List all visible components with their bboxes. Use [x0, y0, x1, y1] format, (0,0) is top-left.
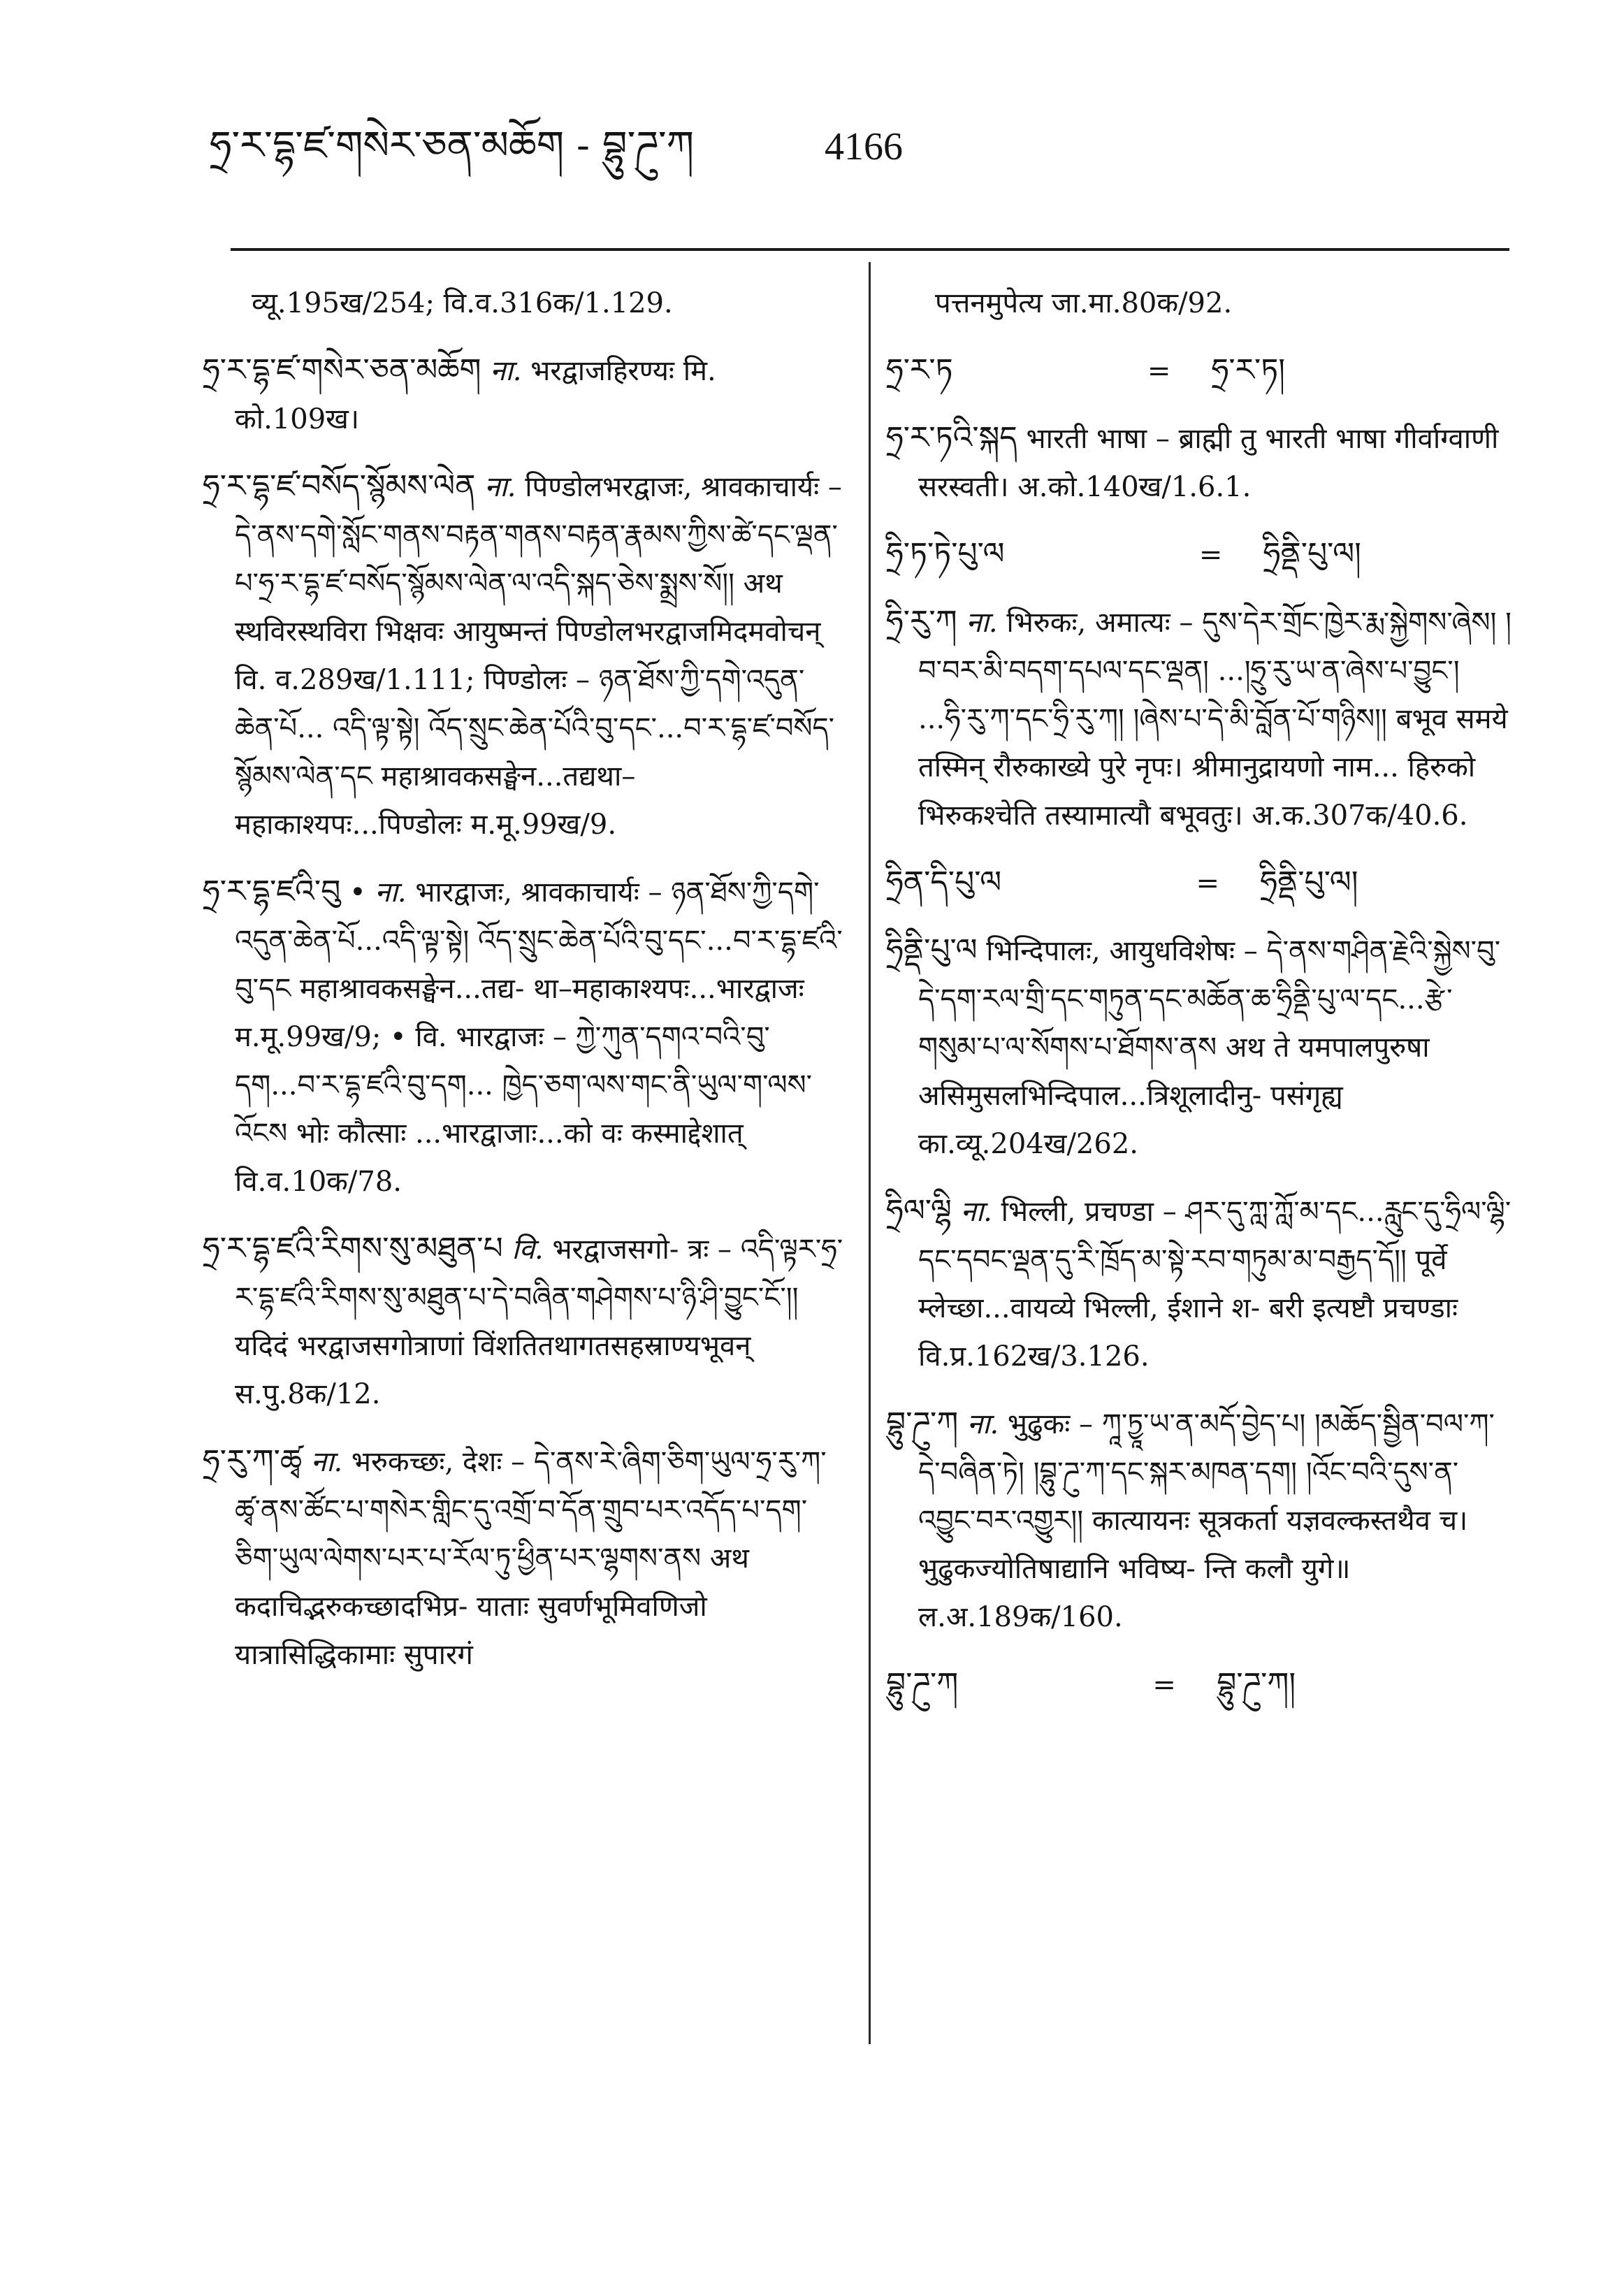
entry-body: पिण्डोलभरद्वाजः, श्रावकाचार्यः – དེ་ནས་དགེ་སློང་གནས་བརྟན་གནས་བརྟན་རྣམས་ཀྱིས་ཚེ་དང་ལྡན་པ་ཧྲ་ར་དྷ་ཛ་བསོད་སྙོམས་ལེན་ལ་འདི་སྐད་ཅེས་སྨྲས་སོ།། अथ स्थविरस्थविरा भिक्षवः आयुष्मन्तं पिण्डोलभरद्वाजमिदमवोचन् वि. व.289ख/1.111; पिण्डोलः – ཉན་ཐོས་ཀྱི་དགེ་འདུན་ཆེན་པོ... འདི་ལྟ་སྟེ། འོད་སྲུང་ཆེན་པོའི་བུ་དང་...བ་ར་དྷ་ཛ་བསོད་སྙོམས་ལེན་དང महाश्रावकसङ्घेन...तद्यथा– महाकाश्यपः...पिण्डोलः म.मू.99ख/9.	[235, 471, 842, 841]
headword: ཧྲ་རུ་ཀ་ཚྭ	[203, 1443, 303, 1479]
xref-target: ཧྲིནྡི་པུ་ལ།	[1263, 536, 1361, 572]
continuation-text: व्यू.195ख/254; वि.व.316क/1.129.	[252, 287, 673, 319]
entry-body: भारती भाषा – ब्राह्मी तु भारती भाषा गीर्वाग्वाणी सरस्वती। अ.को.140ख/1.6.1.	[918, 423, 1499, 503]
grammar-label: ना.	[960, 1196, 992, 1228]
running-head: ཧྲ་ར་དྷ་ཛ་གསེར་ཅན་མཆོག - བྷུ་ཌུ་ཀ	[210, 123, 695, 168]
grammar-label: वि.	[512, 1234, 544, 1266]
entry-body: भिल्ली, प्रचण्डा – ཤར་དུ་ཀླ་ཀློ་མ་དང...རླུང་དུ་ཧྲིལ་ལྷི་དང་དབང་ལྡན་དུ་རི་ཁྲོད་མ་སྟེ་རབ་གཏུམ་མ་བརྒྱད་དོ།། पूर्वे म्लेच्छा...वायव्ये भिल्ली, ईशाने श- बरी इत्यष्टौ प्रचण्डाः वि.प्र.162ख/3.126.	[918, 1196, 1511, 1373]
dictionary-entry	[886, 1187, 1515, 1381]
cross-reference	[886, 858, 1515, 908]
headword: བྷུ་ཌུ་ཀ	[886, 1405, 959, 1441]
headword: ཧྲ་ར་དྷ་ཛ་གསེར་ཅན་མཆོག	[203, 352, 481, 388]
continuation-text: पत्तनमुपेत्य जा.मा.80क/92.	[935, 287, 1233, 319]
headword: ཧྲ་ར་དྷ་ཛ་བསོད་སྙོམས་ལེན	[203, 468, 476, 504]
grammar-label: ना.	[310, 1446, 343, 1478]
entry-body: भरद्वाजसगो- त्रः – འདི་ལྟར་ཧྲ་ར་དྷ་ཛའི་རིགས་སུ་མཐུན་པ་དེ་བཞིན་གཤེགས་པ་ཉི་ཤི་བྱུང་ངོ་།། यदिदं भरद्वाजसगोत्राणां विंशतितथागतसहस्राण्यभूवन् स.पु.8क/12.	[235, 1234, 843, 1410]
headword: ཧྲ་ར་ཏའི་སྐད	[886, 420, 1017, 456]
entry-body: भरुकच्छः, देशः – དེ་ནས་རེ་ཞིག་ཅིག་ཡུལ་ཧྲ་རུ་ཀ་ཚྭ་ནས་ཚོང་པ་གསེར་གླིང་དུ་འགྲོ་བ་དོན་གྲུབ་པར་འདོད་པ་དག་ཅིག་ཡུལ་ལེགས་པར་པ་རོལ་ཏུ་ཕྱིན་པར་ལྷགས་ནས अथ कदाचिद्भरुकच्छादभिप्र- याताः सुवर्णभूमिवणिजो यात्रासिद्धिकामाः सुपारगं	[235, 1446, 827, 1671]
cross-reference	[886, 346, 1515, 396]
headword: ཧྲི་ཏ་ཏེ་པུ་ལ	[886, 536, 1005, 572]
headword: ཧྲ་ར་དྷ་ཛའི་རིགས་སུ་མཐུན་པ	[203, 1231, 503, 1266]
xref-target: ཧྲ་ར་ཏ།	[1211, 352, 1286, 388]
header-rule	[231, 248, 1509, 251]
equals-sign: =	[1196, 867, 1219, 899]
page-number: 4166	[825, 125, 903, 168]
dictionary-entry	[886, 598, 1515, 840]
right-column	[886, 280, 1515, 1728]
headword: བྷུ་ཌུ་ཀ	[886, 1666, 959, 1702]
entry-body: भिरुकः, अमात्यः – དུས་དེར་གྲོང་ཁྱེར་རྨ་སྐྱེགས་ཞེས། །བ་བར་མི་བདག་དཔལ་དང་ལྡན། ...།ཧྲུ་རུ་ཡ་ན་ཞེས་པ་བྱུང་། ...ཧི་རུ་ཀ་དང་ཧྲི་རུ་ཀ། །ཞེས་པ་དེ་མི་བློན་པོ་གཉིས།། बभूव समये तस्मिन् रौरुकाख्ये पुरे नृपः। श्रीमानुद्रायणो नाम... हिरुको भिरुकश्चेति तस्यामात्यौ बभूवतुः। अ.क.307क/40.6.	[918, 607, 1512, 832]
headword: ཧྲིལ་ལྷི	[886, 1193, 952, 1229]
grammar-label: ना.	[484, 471, 516, 503]
headword: ཧྲ་ར་ཏ	[886, 352, 953, 388]
left-column	[203, 280, 846, 1698]
entry-body: भिन्दिपालः, आयुधविशेषः – དེ་ནས་གཤིན་རྗེའི་སྐྱེས་བུ་དེ་དག་རལ་གྲི་དང་གཏུན་དང་མཆོན་ཆ་ཧྲིནྡི་པུ་ལ་དང...རྩེ་གསུམ་པ་ལ་སོགས་པ་ཐོགས་ནས अथ ते यमपालपुरुषा असिमुसलभिन्दिपाल...त्रिशूलादीनु- पसंगृह्य का.व्यू.204ख/262.	[918, 935, 1501, 1160]
equals-sign: =	[1198, 539, 1223, 571]
entry-continuation	[203, 280, 846, 328]
dictionary-entry	[886, 1399, 1515, 1642]
grammar-label: ना.	[966, 1408, 999, 1440]
headword: ཧྲི་རུ་ཀ	[886, 604, 957, 639]
xref-target: ཧྲིནྡི་པུ་ལ།	[1260, 865, 1358, 900]
dictionary-entry	[886, 414, 1515, 512]
cross-reference	[886, 530, 1515, 579]
grammar-label: ना.	[490, 355, 522, 387]
dictionary-entry	[203, 1437, 846, 1679]
dictionary-entry	[203, 462, 846, 849]
grammar-label: • ना.	[349, 876, 407, 909]
equals-sign: =	[1147, 355, 1171, 387]
dictionary-entry	[203, 1224, 846, 1419]
entry-body: भुढुकः – ཀཱ་ཏྱཱ་ཡ་ན་མདོ་བྱེད་པ། །མཆོད་སྦྱིན་བལ་ཀ་དེ་བཞིན་ཏེ། །བྷུ་ཌུ་ཀ་དང་སྐར་མཁན་དག། །འོང་བའི་དུས་ན་འབྱུང་བར་འགྱུར།། कात्यायनः सूत्रकर्ता यज्ञवल्कस्तथैव च। भुढुकज्योतिषाद्यानि भविष्य- न्ति कलौ युगे॥ ल.अ.189क/160.	[918, 1408, 1495, 1633]
dictionary-entry	[886, 926, 1515, 1169]
column-divider	[869, 262, 871, 2044]
headword: ཧྲ་ར་དྷ་ཛའི་བུ	[203, 874, 341, 909]
xref-target: བྷུ་ཌུ་ཀ།	[1217, 1666, 1296, 1702]
dictionary-entry	[203, 867, 846, 1206]
entry-body: भारद्वाजः, श्रावकाचार्यः – ཉན་ཐོས་ཀྱི་དགེ་འདུན་ཆེན་པོ...འདི་ལྟ་སྟེ། འོད་སྲུང་ཆེན་པོའི་བུ་དང་...བ་ར་དྷ་ཛའི་བུ་དང महाश्रावकसङ्घेन...तद्य- था–महाकाश्यपः...भारद्वाजः म.मू.99ख/9; • वि. भारद्वाजः – ཀྱེ་ཀུན་དགའ་བའི་བུ་དག...བ་ར་དྷ་ཛའི་བུ་དག... ཁྱེད་ཅག་ལས་གང་ནི་ཡུལ་ག་ལས་འོངས भोः कौत्साः ...भारद्वाजाः...को वः कस्माद्देशात् वि.व.10क/78.	[235, 876, 843, 1198]
headword: ཧྲིན་དི་པུ་ལ	[886, 865, 1002, 900]
cross-reference	[886, 1660, 1515, 1709]
dictionary-entry	[203, 346, 846, 444]
grammar-label: ना.	[966, 607, 998, 639]
entry-body: भरद्वाजहिरण्यः मि. को.109ख।	[235, 355, 716, 435]
entry-continuation	[886, 280, 1515, 328]
headword: ཧྲིནྡི་པུ་ལ	[886, 932, 978, 968]
equals-sign: =	[1152, 1669, 1176, 1701]
